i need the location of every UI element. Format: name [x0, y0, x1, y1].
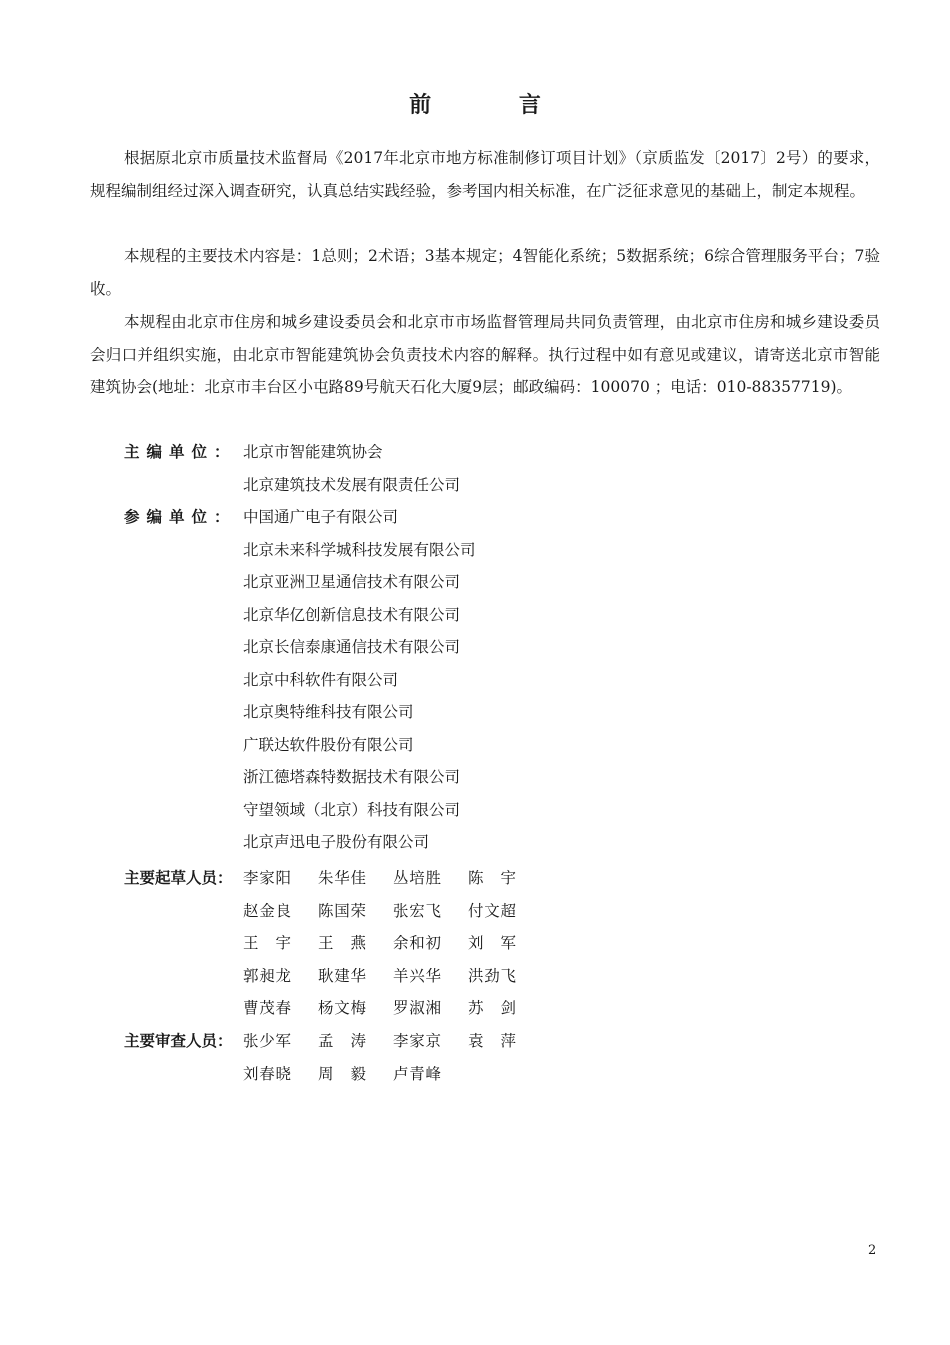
reviewer-name: 刘春晓	[243, 1064, 291, 1083]
drafter-name: 付文超	[468, 901, 516, 920]
chief-editor-unit: 北京市智能建筑协会	[243, 443, 383, 461]
drafter-row	[243, 862, 516, 895]
reviewer-row	[243, 1025, 516, 1058]
drafter-name: 罗淑湘	[393, 999, 441, 1017]
participating-unit: 中国通广电子有限公司	[243, 508, 399, 526]
reviewers-list	[243, 1025, 516, 1090]
chief-editor-list	[243, 436, 460, 501]
reviewers-label: 主要审查人员：	[124, 1032, 233, 1050]
paragraph-contents: 本规程的主要技术内容是：1总则；2术语；3基本规定；4智能化系统；5数据系统；6综合管理服务平台；7验收。	[90, 247, 880, 298]
drafter-row	[243, 960, 516, 993]
drafter-name: 王宇	[243, 934, 291, 952]
participating-editor-list	[243, 501, 476, 859]
participating-unit: 北京奥特维科技有限公司	[243, 703, 414, 721]
participating-unit: 北京华亿创新信息技术有限公司	[243, 605, 461, 624]
drafter-name: 郭昶龙	[243, 966, 291, 985]
reviewer-name: 张少军	[243, 1032, 291, 1050]
reviewer-name: 袁萍	[468, 1032, 516, 1050]
participating-unit: 北京长信泰康通信技术有限公司	[243, 638, 461, 656]
participating-unit: 北京声迅电子股份有限公司	[243, 833, 430, 851]
drafter-name: 王燕	[318, 934, 366, 952]
participating-unit: 浙江德塔森特数据技术有限公司	[243, 768, 461, 786]
drafter-row	[243, 927, 516, 960]
paragraph-management: 本规程由北京市住房和城乡建设委员会和北京市市场监督管理局共同负责管理，由北京市住房和城乡建设委员会归口并组织实施，由北京市智能建筑协会负责技术内容的解释。执行过程中如有意见或建议，请寄送北京市智能建筑协会(地址：北京市丰台区小屯路89号航天石化大厦9层；邮政编码：100070 ；电话：010-88357719)。	[90, 313, 880, 396]
chief-editor-label: 主编单位：	[124, 443, 237, 461]
drafter-name: 余和初	[393, 934, 441, 952]
reviewer-row	[243, 1058, 516, 1091]
participating-unit: 守望领域（北京）科技有限公司	[243, 800, 461, 819]
drafter-name: 陈国荣	[318, 901, 366, 920]
drafters-list	[243, 862, 516, 1025]
drafter-name: 耿建华	[318, 966, 366, 985]
drafter-name: 刘军	[468, 934, 516, 952]
drafter-row	[243, 895, 516, 928]
page-number: 2	[868, 1243, 877, 1258]
participating-unit: 北京亚洲卫星通信技术有限公司	[243, 573, 461, 591]
drafter-name: 洪劲飞	[468, 966, 516, 985]
drafter-name: 丛培胜	[393, 869, 441, 887]
drafter-name: 陈宇	[468, 869, 516, 887]
participating-unit: 广联达软件股份有限公司	[243, 735, 414, 754]
reviewer-name: 卢青峰	[393, 1064, 441, 1083]
drafter-name: 杨文梅	[318, 999, 366, 1017]
participating-unit: 北京中科软件有限公司	[243, 670, 399, 689]
drafter-name: 曹茂春	[243, 999, 291, 1017]
drafters-label: 主要起草人员：	[124, 869, 233, 887]
drafter-name: 朱华佳	[318, 869, 366, 887]
drafter-name: 赵金良	[243, 901, 291, 920]
reviewer-name: 李家京	[393, 1032, 441, 1050]
reviewer-name: 周毅	[318, 1064, 366, 1083]
participating-unit: 北京未来科学城科技发展有限公司	[243, 540, 476, 559]
drafter-name: 苏剑	[468, 999, 516, 1017]
drafter-name: 羊兴华	[393, 966, 441, 985]
paragraph-basis: 根据原北京市质量技术监督局《2017年北京市地方标准制修订项目计划》（京质监发〔2017〕2号）的要求，规程编制组经过深入调查研究，认真总结实践经验，参考国内相关标准，在广泛征求意见的基础上，制定本规程。	[90, 149, 880, 200]
chief-editor-unit: 北京建筑技术发展有限责任公司	[243, 475, 461, 494]
participating-editor-label: 参编单位：	[124, 508, 237, 526]
drafter-row	[243, 992, 516, 1025]
page-title: 前 言	[409, 93, 581, 118]
reviewer-name: 孟涛	[318, 1032, 366, 1050]
drafter-name: 张宏飞	[393, 901, 441, 920]
drafter-name: 李家阳	[243, 869, 291, 887]
